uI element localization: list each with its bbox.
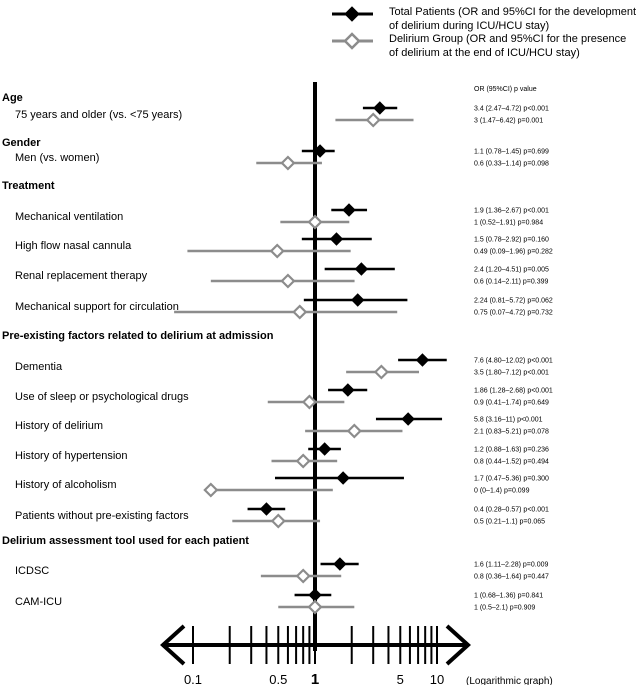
or-point-delirium — [297, 570, 309, 582]
value-text-delirium: 2.1 (0.83–5.21) p=0.078 — [474, 428, 549, 436]
row-label: History of alcoholism — [15, 479, 117, 491]
value-text-total: 1.1 (0.78–1.45) p=0.699 — [474, 148, 549, 156]
value-text-delirium: 0.75 (0.07–4.72) p=0.732 — [474, 309, 553, 317]
group-header: Treatment — [2, 180, 55, 192]
value-text-total: 7.6 (4.80–12.02) p<0.001 — [474, 357, 553, 365]
value-column-header: OR (95%CI) p value — [474, 86, 537, 93]
or-point-delirium — [297, 455, 309, 467]
row-label: CAM-ICU — [15, 596, 63, 608]
x-tick-label: 1 — [310, 671, 320, 685]
value-text-total: 1.9 (1.36–2.67) p<0.001 — [474, 207, 549, 215]
or-point-delirium — [205, 484, 217, 496]
value-text-total: 2.4 (1.20–4.51) p=0.005 — [474, 266, 549, 274]
row-label: Use of sleep or psychological drugs — [15, 391, 189, 403]
row-label: Patients without pre-existing factors — [15, 510, 189, 522]
or-point-delirium — [294, 306, 306, 318]
x-tick-label: 5 — [396, 672, 404, 685]
or-point-total — [343, 204, 355, 216]
or-point-total — [337, 472, 349, 484]
or-point-delirium — [348, 425, 360, 437]
or-point-total — [260, 503, 272, 515]
or-point-delirium — [272, 515, 284, 527]
x-tick-label: 0.1 — [183, 672, 203, 685]
or-point-total — [416, 354, 428, 366]
legend-label-total: of delirium during ICU/HCU stay) — [389, 20, 550, 32]
row-label: History of hypertension — [15, 450, 128, 462]
or-point-total — [330, 233, 342, 245]
value-text-delirium: 0.6 (0.33–1.14) p=0.098 — [474, 160, 549, 168]
value-text-total: 1.6 (1.11–2.28) p=0.009 — [474, 561, 549, 569]
value-text-delirium: 1 (0.5–2.1) p=0.909 — [474, 604, 536, 612]
row-label: Renal replacement therapy — [15, 270, 148, 282]
value-text-delirium: 3.5 (1.80–7.12) p<0.001 — [474, 369, 549, 377]
or-point-total — [352, 294, 364, 306]
value-text-delirium: 0.8 (0.36–1.64) p=0.447 — [474, 573, 549, 581]
group-header: Delirium assessment tool used for each patient — [2, 535, 249, 547]
or-point-total — [319, 443, 331, 455]
value-text-delirium: 0 (0–1.4) p=0.099 — [474, 487, 530, 495]
value-text-delirium: 0.5 (0.21–1.1) p=0.065 — [474, 518, 546, 526]
value-text-total: 1.2 (0.88–1.63) p=0.236 — [474, 446, 549, 454]
value-text-delirium: 0.9 (0.41–1.74) p=0.649 — [474, 399, 549, 407]
value-text-total: 3.4 (2.47–4.72) p<0.001 — [474, 105, 549, 113]
or-point-delirium — [271, 245, 283, 257]
or-point-total — [402, 413, 414, 425]
row-label: Men (vs. women) — [15, 152, 100, 164]
group-header: Age — [2, 92, 23, 104]
group-header: Pre-existing factors related to delirium at admission — [2, 330, 274, 342]
or-point-total — [309, 589, 321, 601]
row-label: Dementia — [15, 361, 63, 373]
row-label: History of delirium — [15, 420, 104, 432]
or-point-delirium — [282, 157, 294, 169]
legend-label-total: Total Patients (OR and 95%CI for the development — [389, 6, 637, 18]
value-text-total: 0.4 (0.28–0.57) p<0.001 — [474, 506, 549, 514]
or-point-total — [342, 384, 354, 396]
or-point-total — [374, 102, 386, 114]
value-text-delirium: 1 (0.52–1.91) p=0.984 — [474, 219, 544, 227]
x-tick-label: 0.5 — [269, 672, 288, 685]
legend-marker-delirium — [345, 34, 359, 48]
value-text-delirium: 0.8 (0.44–1.52) p=0.494 — [474, 458, 549, 466]
or-point-delirium — [309, 601, 321, 613]
value-text-total: 1.7 (0.47–5.36) p=0.300 — [474, 475, 549, 483]
value-text-total: 1.86 (1.28–2.68) p<0.001 — [474, 387, 553, 395]
axis-note: (Logarithmic graph) — [466, 676, 553, 685]
row-label: Mechanical ventilation — [15, 211, 124, 223]
value-text-delirium: 0.49 (0.09–1.96) p=0.282 — [474, 248, 553, 256]
value-text-delirium: 3 (1.47–6.42) p=0.001 — [474, 117, 544, 125]
or-point-delirium — [367, 114, 379, 126]
value-text-delirium: 0.6 (0.14–2.11) p=0.399 — [474, 278, 549, 286]
row-label: ICDSC — [15, 565, 50, 577]
x-tick-label: 10 — [429, 672, 445, 685]
legend-label-delirium: Delirium Group (OR and 95%CI for the presence — [389, 33, 627, 45]
value-text-total: 1 (0.68–1.36) p=0.841 — [474, 592, 544, 600]
value-text-total: 2.24 (0.81–5.72) p=0.062 — [474, 297, 553, 305]
or-point-total — [334, 558, 346, 570]
value-text-total: 1.5 (0.78–2.92) p=0.160 — [474, 236, 549, 244]
or-point-delirium — [309, 216, 321, 228]
row-label: High flow nasal cannula — [15, 240, 132, 252]
or-point-total — [355, 263, 367, 275]
legend-label-delirium: of delirium at the end of ICU/HCU stay) — [389, 47, 580, 59]
row-label: Mechanical support for circulation — [15, 301, 179, 313]
row-label: 75 years and older (vs. <75 years) — [15, 109, 183, 121]
or-point-delirium — [375, 366, 387, 378]
legend-marker-total — [345, 7, 359, 21]
or-point-delirium — [282, 275, 294, 287]
value-text-total: 5.8 (3.16–11) p<0.001 — [474, 416, 543, 424]
group-header: Gender — [2, 137, 41, 149]
